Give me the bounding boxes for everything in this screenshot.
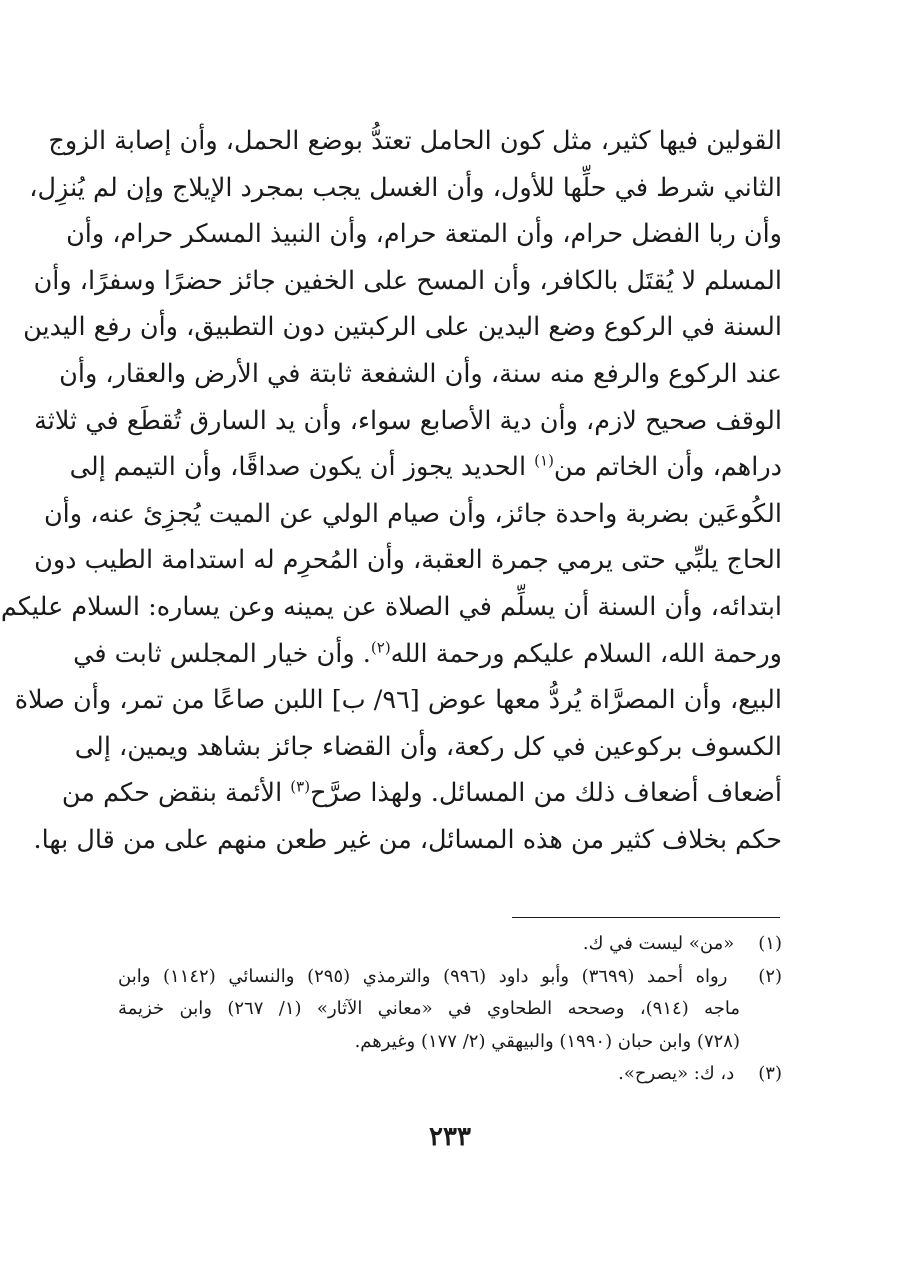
text-line-8-part-a: دراهم، وأن الخاتم من [553, 452, 782, 483]
main-text [0, 118, 782, 864]
text-line-2: الثاني شرط في حلِّها للأول، وأن الغسل يجب بمجرد الإيلاج وإن لم يُنزِل، [29, 172, 782, 203]
footnote-ref-2[interactable]: (٢) [370, 638, 391, 657]
text-line-8 [69, 444, 782, 491]
text-line-15 [61, 770, 782, 817]
text-line-15-part-b: الأئمة بنقض حكم من [61, 778, 291, 809]
text-line-14: الكسوف بركوعين في كل ركعة، وأن القضاء جائز بشاهد ويمين، إلى [74, 731, 782, 762]
footnote-3 [118, 1058, 782, 1091]
text-line-1: القولين فيها كثير، مثل كون الحامل تعتدُّ بوضع الحمل، وأن إصابة الزوج [48, 126, 782, 156]
footnotes [118, 928, 782, 1091]
text-line-11: ابتدائه، وأن السنة أن يسلِّم في الصلاة عن يمينه وعن يساره: السلام عليكم [0, 591, 782, 622]
text-line-10: الحاج يلبِّي حتى يرمي جمرة العقبة، وأن المُحرِم له استدامة الطيب دون [34, 545, 782, 576]
footnote-2-line-1: رواه أحمد (٣٦٩٩) وأبو داود (٩٩٦) والترمذي (٢٩٥) والنسائي (١١٤٢) وابن [118, 965, 728, 987]
page-number: ٢٣٣ [429, 1122, 471, 1152]
footnote-3-number: (٣) [758, 1063, 782, 1084]
footnote-ref-3[interactable]: (٣) [290, 777, 311, 796]
text-line-12-part-a: ورحمة الله، السلام عليكم ورحمة الله [390, 638, 782, 669]
text-line-6: عند الركوع والرفع منه سنة، وأن الشفعة ثابتة في الأرض والعقار، وأن [59, 358, 782, 389]
text-line-5: السنة في الركوع وضع اليدين على الركبتين دون التطبيق، وأن رفع اليدين [23, 312, 782, 343]
footnote-ref-1[interactable]: (١) [534, 451, 554, 470]
text-line-12-part-b: . وأن خيار المجلس ثابت في [73, 638, 371, 669]
text-line-9: الكُوعَين بضربة واحدة جائز، وأن صيام الولي عن الميت يُجزِئ عنه، وأن [43, 498, 782, 529]
text-line-7: الوقف صحيح لازم، وأن دية الأصابع سواء، وأن يد السارق تُقطَع في ثلاثة [34, 405, 782, 436]
text-line-4: المسلم لا يُقتَل بالكافر، وأن المسح على الخفين جائز حضرًا وسفرًا، وأن [33, 265, 782, 296]
text-line-8-part-b: الحديد يجوز أن يكون صداقًا، وأن التيمم إلى [69, 452, 535, 483]
footnote-2-line-2: ماجه (٩١٤)، وصححه الطحاوي في «معاني الآثار» (١/ ٢٦٧) وابن خزيمة [118, 998, 741, 1019]
text-line-16: حكم بخلاف كثير من هذه المسائل، من غير طعن منهم على من قال بها. [33, 824, 782, 855]
footnote-1 [118, 928, 782, 961]
footnote-2 [118, 961, 782, 994]
text-line-15-part-a: أضعاف أضعاف ذلك من المسائل. ولهذا صرَّح [310, 778, 782, 809]
text-line-13: البيع، وأن المصرَّاة يُردُّ معها عوض [٩٦/ ب] اللبن صاعًا من تمر، وأن صلاة [14, 685, 782, 716]
text-line-3: وأن ربا الفضل حرام، وأن المتعة حرام، وأن النبيذ المسكر حرام، وأن [66, 219, 782, 250]
text-line-12 [73, 631, 782, 678]
footnote-2-number: (٢) [758, 965, 783, 987]
footnote-1-text: «من» ليست في ك. [582, 933, 735, 954]
footnote-3-text: د، ك: «يصرح». [618, 1063, 735, 1084]
footnote-separator [512, 917, 780, 918]
footnote-2-line-3: (٧٢٨) وابن حبان (١٩٩٠) والبيهقي (٢/ ١٧٧) وغيرهم. [354, 1030, 740, 1052]
footnote-1-number: (١) [758, 933, 782, 954]
